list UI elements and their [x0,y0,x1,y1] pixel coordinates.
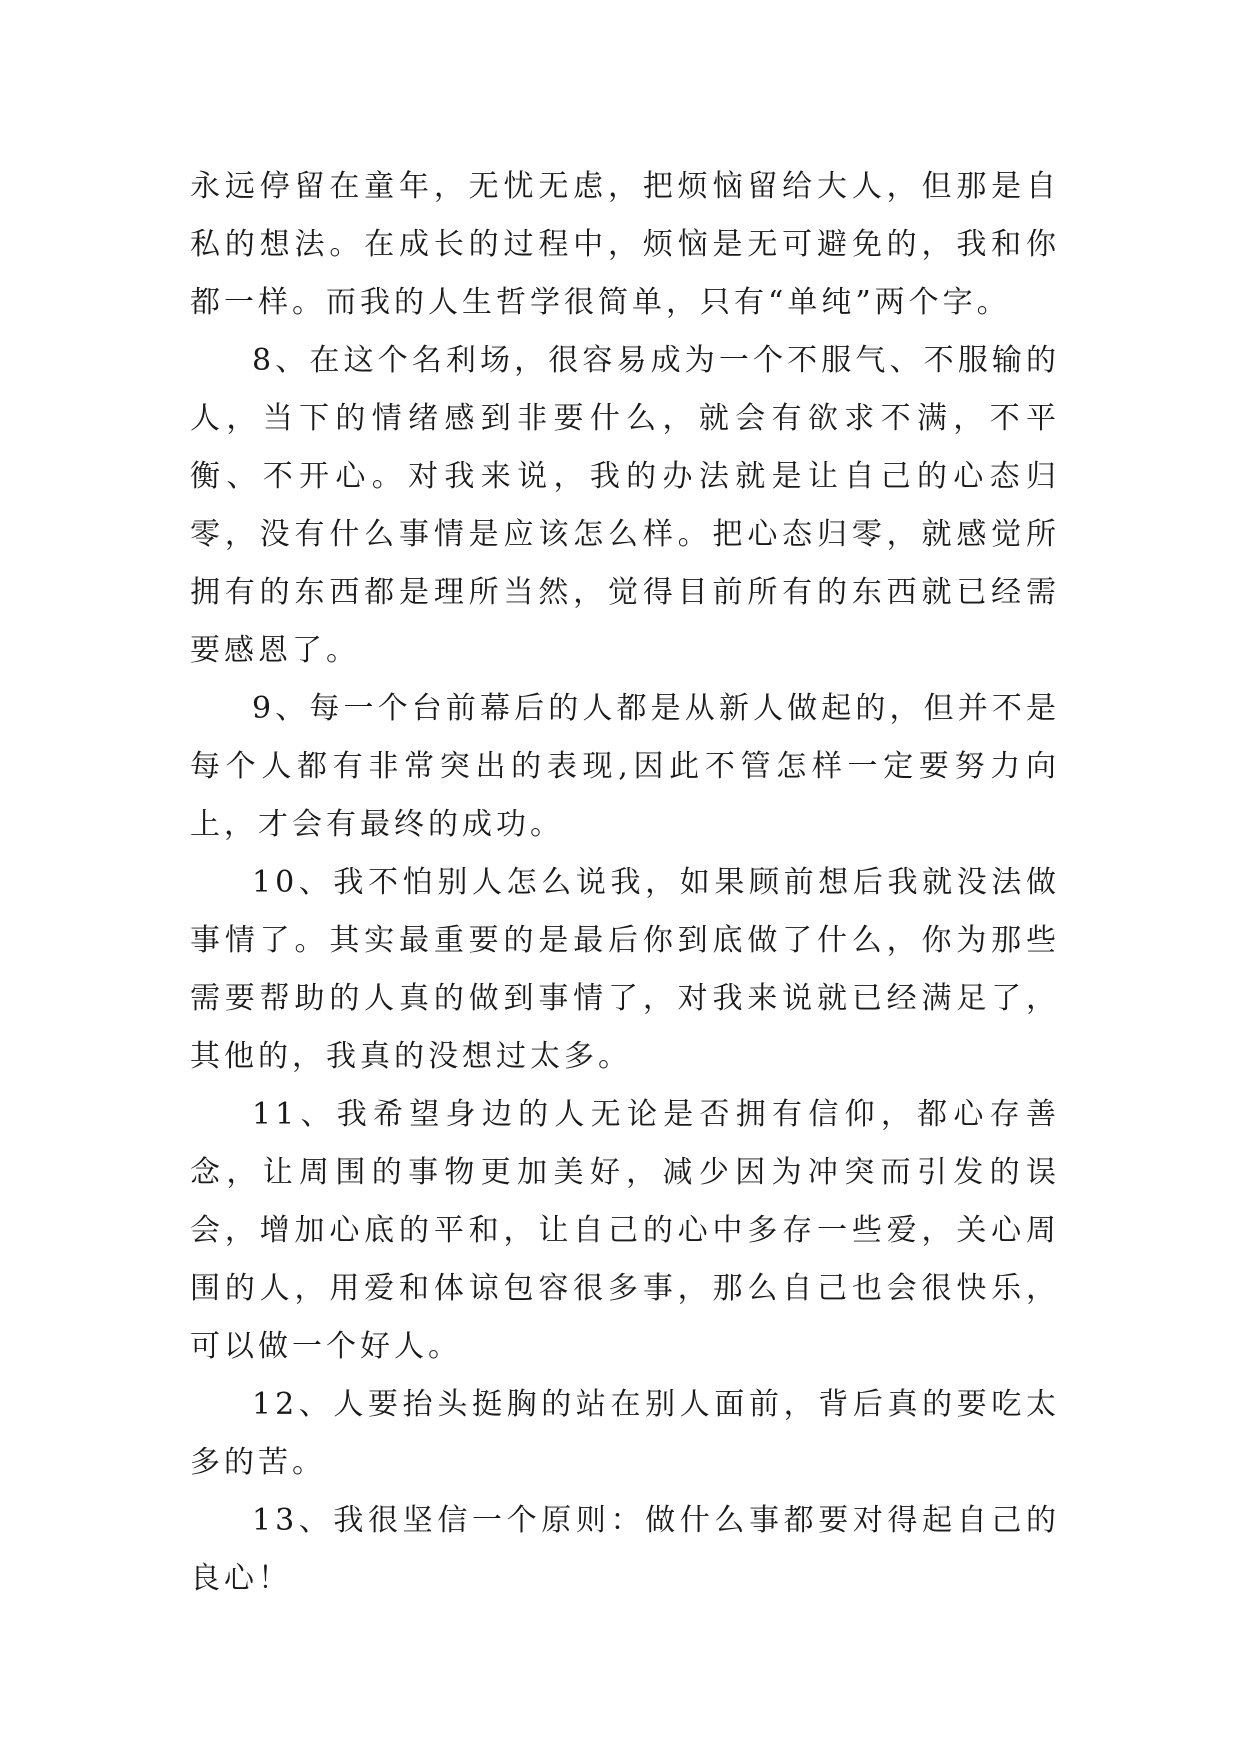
document-page [190,158,1060,1608]
paragraph-quote-9: 9、每一个台前幕后的人都是从新人做起的，但并不是每个人都有非常突出的表现,因此不管怎样一定要努力向上，才会有最终的成功。 [190,691,1060,842]
paragraph-continuation: 永远停留在童年，无忧无虑，把烦恼留给大人，但那是自私的想法。在成长的过程中，烦恼是无可避免的，我和你都一样。而我的人生哲学很简单，只有“单纯”两个字。 [190,169,1060,320]
paragraph-quote-12: 12、人要抬头挺胸的站在别人面前，背后真的要吃太多的苦。 [190,1387,1060,1480]
paragraph-quote-11: 11、我希望身边的人无论是否拥有信仰，都心存善念，让周围的事物更加美好，减少因为冲突而引发的误会，增加心底的平和，让自己的心中多存一些爱，关心周围的人，用爱和体谅包容很多事，那么自己也会很快乐，可以做一个好人。 [190,1097,1060,1364]
paragraph-quote-13: 13、我很坚信一个原则：做什么事都要对得起自己的良心！ [190,1503,1060,1596]
paragraph-quote-8: 8、在这个名利场，很容易成为一个不服气、不服输的人，当下的情绪感到非要什么，就会有欲求不满，不平衡、不开心。对我来说，我的办法就是让自己的心态归零，没有什么事情是应该怎么样。把心态归零，就感觉所拥有的东西都是理所当然，觉得目前所有的东西就已经需要感恩了。 [190,343,1060,668]
paragraph-quote-10: 10、我不怕别人怎么说我，如果顾前想后我就没法做事情了。其实最重要的是最后你到底做了什么，你为那些需要帮助的人真的做到事情了，对我来说就已经满足了，其他的，我真的没想过太多。 [190,865,1060,1074]
